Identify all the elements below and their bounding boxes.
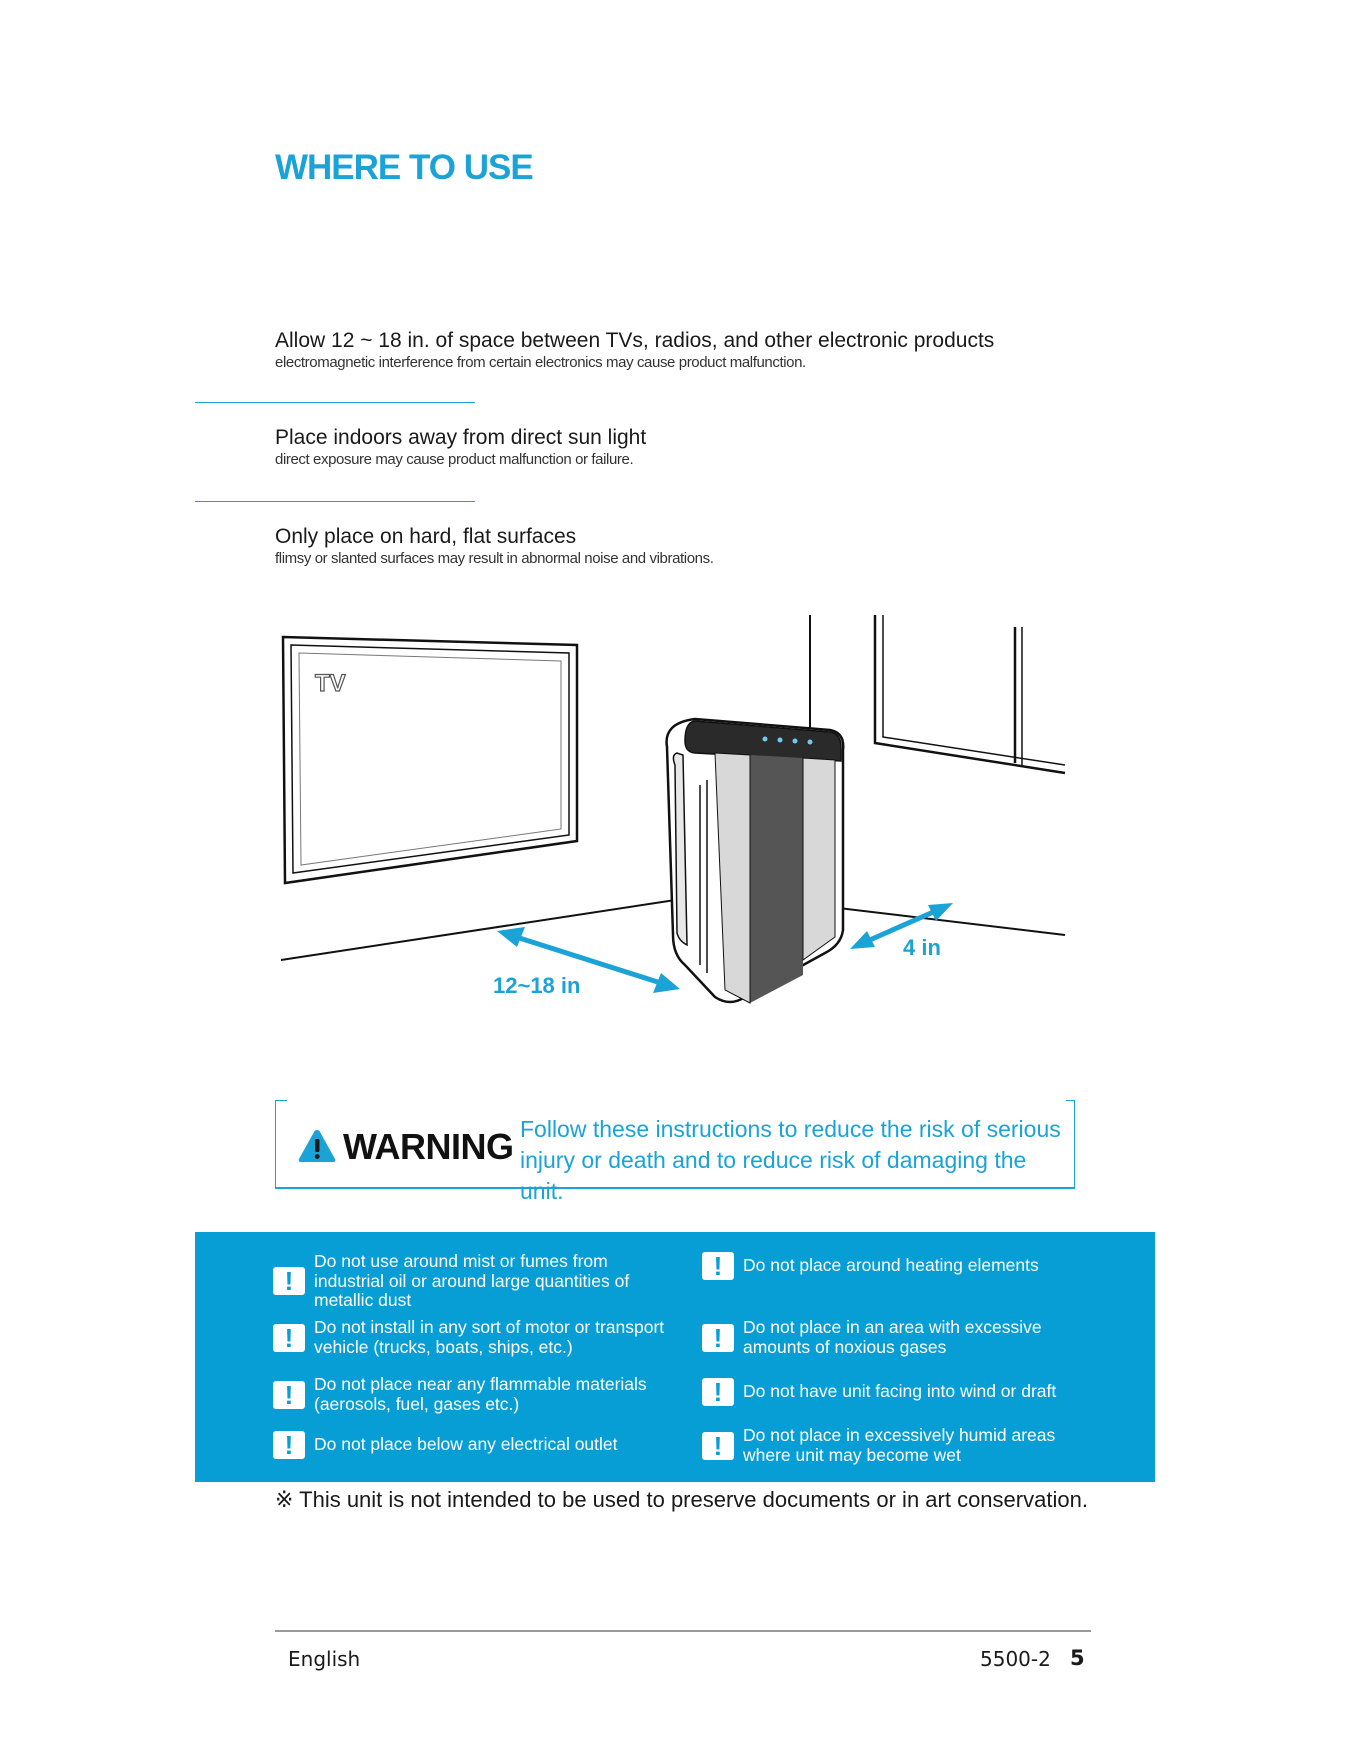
exclamation-icon: !: [702, 1252, 734, 1280]
caution-item: [702, 1426, 1103, 1465]
warning-label: WARNING: [343, 1126, 514, 1167]
exclamation-icon: !: [273, 1381, 305, 1409]
caution-item: [702, 1252, 1103, 1280]
guideline-detail: direct exposure may cause product malfunction or failure.: [275, 451, 634, 468]
footer-divider: [275, 1630, 1091, 1632]
exclamation-icon: !: [273, 1267, 305, 1295]
caution-panel: [195, 1232, 1155, 1482]
caution-text: Do not use around mist or fumes from industrial oil or around large quantities of metallic dust: [314, 1251, 630, 1310]
warning-message-line: injury or death and to reduce risk of damaging the unit.: [520, 1147, 1027, 1204]
tv-label: TV: [315, 670, 346, 697]
guideline-title: Allow 12 ~ 18 in. of space between TVs, radios, and other electronic products: [275, 329, 995, 352]
caution-item: [702, 1378, 1103, 1406]
window-frame: [875, 615, 1065, 773]
caution-text: Do not install in any sort of motor or transport vehicle (trucks, boats, ships, etc.): [314, 1317, 665, 1357]
caution-text: Do not place near any flammable materials (aerosols, fuel, gases etc.): [314, 1374, 647, 1414]
caution-item: [702, 1318, 1103, 1357]
exclamation-icon: !: [273, 1431, 305, 1459]
guideline-electronics-spacing: [275, 328, 1075, 372]
caution-text: Do not place below any electrical outlet: [314, 1434, 618, 1455]
warning-box: [275, 1100, 1075, 1204]
section-divider: [195, 402, 475, 403]
caution-item: [273, 1318, 674, 1357]
guideline-title: Only place on hard, flat surfaces: [275, 525, 577, 548]
caution-item: [273, 1252, 674, 1311]
footer-model-number: 5500-2: [980, 1647, 1051, 1671]
caution-item: [273, 1431, 674, 1459]
guideline-title: Place indoors away from direct sun light: [275, 426, 647, 449]
section-divider: [195, 501, 475, 502]
guideline-detail: electromagnetic interference from certain electronics may cause product malfunction.: [275, 354, 806, 371]
caution-text: Do not have unit facing into wind or draft: [743, 1381, 1057, 1402]
guideline-flat-surface: [275, 524, 1075, 568]
caution-text: Do not place in an area with excessive amounts of noxious gases: [743, 1317, 1042, 1357]
footnote: ※ This unit is not intended to be used to preserve documents or in art conservation.: [275, 1487, 1088, 1512]
exclamation-icon: !: [702, 1432, 734, 1460]
exclamation-icon: !: [702, 1324, 734, 1352]
distance-label-wall: 4 in: [903, 935, 941, 960]
caution-text: Do not place in excessively humid areas where unit may become wet: [743, 1425, 1056, 1465]
warning-message-line: Follow these instructions to reduce the risk of serious: [520, 1116, 1061, 1142]
guideline-sunlight: [275, 425, 1075, 469]
exclamation-icon: !: [273, 1324, 305, 1352]
warning-message: [520, 1114, 1070, 1207]
warning-triangle-icon: [297, 1128, 337, 1164]
air-purifier-graphic: [667, 719, 844, 1003]
page-title: WHERE TO USE: [275, 148, 533, 187]
page-number: 5: [1070, 1646, 1085, 1670]
placement-illustration: [275, 615, 1075, 1025]
exclamation-icon: !: [702, 1378, 734, 1406]
caution-item: [273, 1375, 674, 1414]
footer-language: English: [288, 1647, 361, 1671]
guideline-detail: flimsy or slanted surfaces may result in abnormal noise and vibrations.: [275, 550, 714, 567]
distance-label-tv: 12~18 in: [493, 973, 581, 998]
caution-text: Do not place around heating elements: [743, 1255, 1039, 1276]
